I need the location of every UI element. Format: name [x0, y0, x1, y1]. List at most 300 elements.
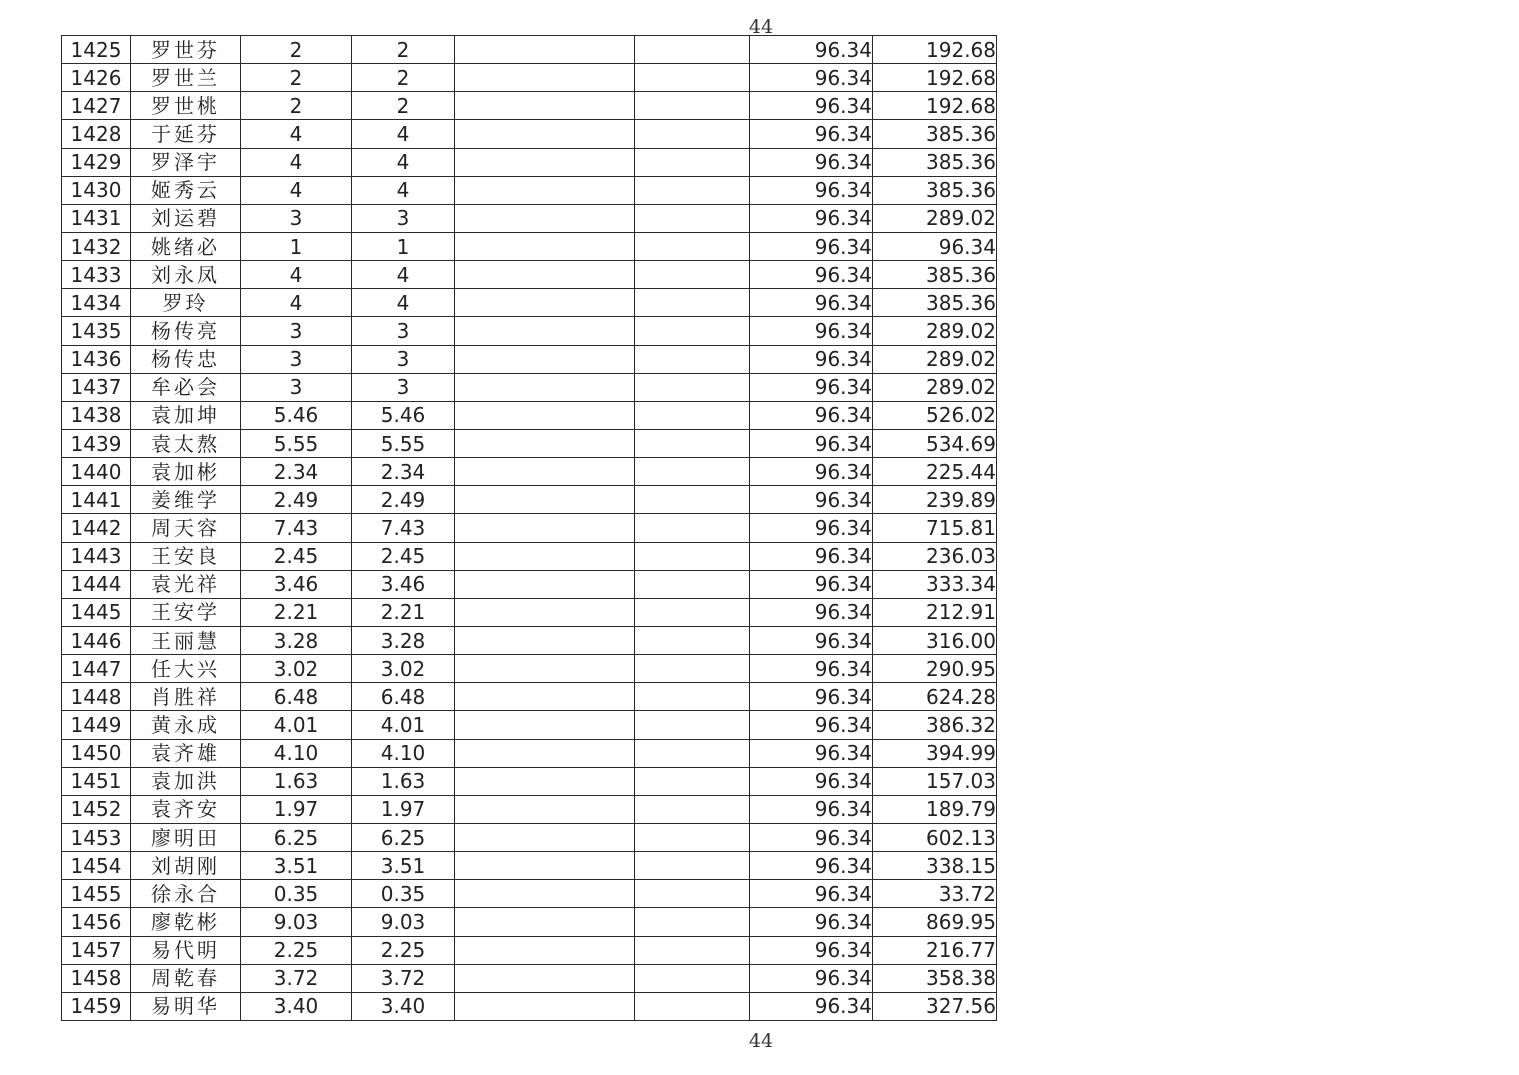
row-id: 1447 — [62, 655, 131, 683]
row-unit-price: 96.34 — [750, 289, 873, 317]
row-area-b: 3.51 — [352, 852, 455, 880]
row-name: 黄永成 — [131, 711, 241, 739]
row-unit-price: 96.34 — [750, 429, 873, 457]
row-area-b: 3.28 — [352, 626, 455, 654]
row-blank-2 — [635, 289, 750, 317]
row-amount: 385.36 — [873, 289, 997, 317]
row-blank-2 — [635, 120, 750, 148]
table-row — [62, 64, 997, 92]
row-blank-2 — [635, 992, 750, 1020]
row-amount: 534.69 — [873, 429, 997, 457]
row-area-b: 1 — [352, 232, 455, 260]
row-id: 1436 — [62, 345, 131, 373]
row-blank-2 — [635, 204, 750, 232]
row-name: 姚绪必 — [131, 232, 241, 260]
row-name: 刘运碧 — [131, 204, 241, 232]
row-area-a: 1.97 — [241, 795, 352, 823]
row-blank-1 — [455, 176, 635, 204]
row-amount: 192.68 — [873, 64, 997, 92]
row-area-a: 1.63 — [241, 767, 352, 795]
table-row — [62, 232, 997, 260]
row-amount: 289.02 — [873, 345, 997, 373]
row-blank-2 — [635, 964, 750, 992]
row-area-b: 5.55 — [352, 429, 455, 457]
row-area-a: 3 — [241, 204, 352, 232]
row-blank-1 — [455, 711, 635, 739]
row-amount: 316.00 — [873, 626, 997, 654]
row-blank-2 — [635, 795, 750, 823]
row-blank-1 — [455, 92, 635, 120]
row-name: 肖胜祥 — [131, 683, 241, 711]
table-body — [62, 36, 997, 1021]
row-amount: 289.02 — [873, 317, 997, 345]
row-name: 罗玲 — [131, 289, 241, 317]
row-area-a: 4.01 — [241, 711, 352, 739]
row-unit-price: 96.34 — [750, 767, 873, 795]
row-area-b: 6.48 — [352, 683, 455, 711]
row-unit-price: 96.34 — [750, 204, 873, 232]
row-blank-1 — [455, 458, 635, 486]
row-area-a: 4 — [241, 148, 352, 176]
row-area-b: 4 — [352, 289, 455, 317]
row-name: 袁光祥 — [131, 570, 241, 598]
row-id: 1441 — [62, 486, 131, 514]
row-area-a: 3.51 — [241, 852, 352, 880]
row-area-a: 0.35 — [241, 880, 352, 908]
row-area-b: 3.02 — [352, 655, 455, 683]
row-amount: 212.91 — [873, 598, 997, 626]
row-area-a: 9.03 — [241, 908, 352, 936]
row-amount: 385.36 — [873, 176, 997, 204]
row-amount: 290.95 — [873, 655, 997, 683]
row-id: 1453 — [62, 823, 131, 851]
row-area-b: 2.34 — [352, 458, 455, 486]
row-name: 姬秀云 — [131, 176, 241, 204]
row-area-b: 4.10 — [352, 739, 455, 767]
row-blank-1 — [455, 655, 635, 683]
row-area-b: 2 — [352, 64, 455, 92]
row-area-b: 1.63 — [352, 767, 455, 795]
row-blank-1 — [455, 148, 635, 176]
row-id: 1448 — [62, 683, 131, 711]
row-unit-price: 96.34 — [750, 683, 873, 711]
row-unit-price: 96.34 — [750, 64, 873, 92]
row-area-a: 3 — [241, 373, 352, 401]
row-blank-1 — [455, 542, 635, 570]
row-blank-1 — [455, 570, 635, 598]
row-area-b: 3.40 — [352, 992, 455, 1020]
row-unit-price: 96.34 — [750, 148, 873, 176]
row-blank-1 — [455, 795, 635, 823]
table-row — [62, 795, 997, 823]
table-row — [62, 655, 997, 683]
row-blank-1 — [455, 373, 635, 401]
row-unit-price: 96.34 — [750, 598, 873, 626]
row-name: 刘胡刚 — [131, 852, 241, 880]
row-id: 1450 — [62, 739, 131, 767]
row-unit-price: 96.34 — [750, 458, 873, 486]
table-row — [62, 598, 997, 626]
row-area-a: 5.55 — [241, 429, 352, 457]
row-id: 1434 — [62, 289, 131, 317]
row-blank-1 — [455, 486, 635, 514]
row-amount: 602.13 — [873, 823, 997, 851]
row-area-a: 2.34 — [241, 458, 352, 486]
row-area-a: 3.72 — [241, 964, 352, 992]
row-name: 罗世桃 — [131, 92, 241, 120]
row-id: 1440 — [62, 458, 131, 486]
row-name: 徐永合 — [131, 880, 241, 908]
row-area-a: 2.49 — [241, 486, 352, 514]
row-amount: 385.36 — [873, 148, 997, 176]
row-blank-2 — [635, 823, 750, 851]
row-area-a: 3.40 — [241, 992, 352, 1020]
row-id: 1458 — [62, 964, 131, 992]
row-blank-1 — [455, 767, 635, 795]
row-area-a: 2.45 — [241, 542, 352, 570]
row-blank-2 — [635, 176, 750, 204]
row-area-b: 5.46 — [352, 401, 455, 429]
row-id: 1428 — [62, 120, 131, 148]
table-row — [62, 514, 997, 542]
row-area-b: 7.43 — [352, 514, 455, 542]
row-blank-2 — [635, 261, 750, 289]
row-amount: 189.79 — [873, 795, 997, 823]
row-area-a: 3.28 — [241, 626, 352, 654]
row-id: 1425 — [62, 36, 131, 64]
row-area-a: 2 — [241, 36, 352, 64]
row-name: 易代明 — [131, 936, 241, 964]
row-blank-1 — [455, 880, 635, 908]
row-area-a: 3.02 — [241, 655, 352, 683]
table-row — [62, 683, 997, 711]
row-blank-2 — [635, 486, 750, 514]
row-blank-1 — [455, 936, 635, 964]
row-area-a: 6.25 — [241, 823, 352, 851]
row-area-b: 4 — [352, 176, 455, 204]
row-amount: 385.36 — [873, 261, 997, 289]
row-amount: 526.02 — [873, 401, 997, 429]
row-blank-1 — [455, 823, 635, 851]
row-unit-price: 96.34 — [750, 92, 873, 120]
row-blank-1 — [455, 120, 635, 148]
table-row — [62, 823, 997, 851]
row-area-a: 3 — [241, 317, 352, 345]
row-blank-1 — [455, 598, 635, 626]
row-blank-2 — [635, 936, 750, 964]
row-blank-1 — [455, 964, 635, 992]
page-number-top: 44 — [748, 16, 774, 38]
row-unit-price: 96.34 — [750, 711, 873, 739]
row-unit-price: 96.34 — [750, 908, 873, 936]
table-row — [62, 458, 997, 486]
table-row — [62, 908, 997, 936]
row-name: 姜维学 — [131, 486, 241, 514]
row-area-b: 3 — [352, 345, 455, 373]
table-row — [62, 429, 997, 457]
row-name: 王安良 — [131, 542, 241, 570]
row-id: 1430 — [62, 176, 131, 204]
row-blank-2 — [635, 92, 750, 120]
row-unit-price: 96.34 — [750, 655, 873, 683]
row-id: 1443 — [62, 542, 131, 570]
row-unit-price: 96.34 — [750, 823, 873, 851]
row-unit-price: 96.34 — [750, 542, 873, 570]
row-id: 1455 — [62, 880, 131, 908]
row-area-a: 2.25 — [241, 936, 352, 964]
row-blank-2 — [635, 401, 750, 429]
row-blank-1 — [455, 626, 635, 654]
row-area-a: 6.48 — [241, 683, 352, 711]
row-amount: 33.72 — [873, 880, 997, 908]
row-blank-2 — [635, 711, 750, 739]
row-id: 1435 — [62, 317, 131, 345]
row-id: 1449 — [62, 711, 131, 739]
row-blank-1 — [455, 317, 635, 345]
row-unit-price: 96.34 — [750, 795, 873, 823]
table-row — [62, 92, 997, 120]
row-id: 1427 — [62, 92, 131, 120]
row-area-a: 4.10 — [241, 739, 352, 767]
row-area-b: 2.49 — [352, 486, 455, 514]
table-row — [62, 542, 997, 570]
row-amount: 358.38 — [873, 964, 997, 992]
row-area-b: 3.46 — [352, 570, 455, 598]
row-amount: 869.95 — [873, 908, 997, 936]
row-area-b: 4 — [352, 261, 455, 289]
row-blank-1 — [455, 232, 635, 260]
row-name: 牟必会 — [131, 373, 241, 401]
row-unit-price: 96.34 — [750, 176, 873, 204]
row-blank-2 — [635, 908, 750, 936]
row-unit-price: 96.34 — [750, 852, 873, 880]
row-amount: 385.36 — [873, 120, 997, 148]
row-blank-1 — [455, 401, 635, 429]
row-id: 1438 — [62, 401, 131, 429]
row-amount: 96.34 — [873, 232, 997, 260]
row-name: 任大兴 — [131, 655, 241, 683]
row-blank-2 — [635, 232, 750, 260]
row-blank-1 — [455, 908, 635, 936]
row-unit-price: 96.34 — [750, 992, 873, 1020]
row-area-b: 0.35 — [352, 880, 455, 908]
row-amount: 225.44 — [873, 458, 997, 486]
row-blank-2 — [635, 852, 750, 880]
row-name: 罗泽宇 — [131, 148, 241, 176]
row-id: 1457 — [62, 936, 131, 964]
table-row — [62, 626, 997, 654]
row-unit-price: 96.34 — [750, 401, 873, 429]
row-blank-1 — [455, 64, 635, 92]
row-amount: 386.32 — [873, 711, 997, 739]
row-area-b: 3.72 — [352, 964, 455, 992]
row-name: 罗世兰 — [131, 64, 241, 92]
row-area-a: 7.43 — [241, 514, 352, 542]
row-blank-2 — [635, 542, 750, 570]
row-blank-2 — [635, 345, 750, 373]
row-area-b: 2.25 — [352, 936, 455, 964]
row-amount: 327.56 — [873, 992, 997, 1020]
row-amount: 289.02 — [873, 373, 997, 401]
row-name: 罗世芬 — [131, 36, 241, 64]
row-blank-1 — [455, 261, 635, 289]
row-unit-price: 96.34 — [750, 486, 873, 514]
row-area-b: 3 — [352, 317, 455, 345]
row-name: 王丽慧 — [131, 626, 241, 654]
table-row — [62, 739, 997, 767]
row-area-a: 2 — [241, 64, 352, 92]
row-blank-1 — [455, 852, 635, 880]
table-row — [62, 767, 997, 795]
row-area-b: 3 — [352, 373, 455, 401]
table-row — [62, 486, 997, 514]
row-id: 1456 — [62, 908, 131, 936]
row-id: 1442 — [62, 514, 131, 542]
row-area-b: 4 — [352, 148, 455, 176]
row-blank-1 — [455, 204, 635, 232]
row-area-a: 1 — [241, 232, 352, 260]
row-blank-1 — [455, 992, 635, 1020]
row-id: 1454 — [62, 852, 131, 880]
row-blank-2 — [635, 514, 750, 542]
row-unit-price: 96.34 — [750, 880, 873, 908]
row-area-b: 4 — [352, 120, 455, 148]
row-amount: 624.28 — [873, 683, 997, 711]
table-row — [62, 345, 997, 373]
row-area-b: 9.03 — [352, 908, 455, 936]
row-name: 周天容 — [131, 514, 241, 542]
row-blank-1 — [455, 683, 635, 711]
row-name: 王安学 — [131, 598, 241, 626]
row-id: 1437 — [62, 373, 131, 401]
row-blank-2 — [635, 598, 750, 626]
row-unit-price: 96.34 — [750, 120, 873, 148]
row-blank-2 — [635, 458, 750, 486]
row-area-a: 2.21 — [241, 598, 352, 626]
row-area-a: 4 — [241, 289, 352, 317]
row-area-b: 2 — [352, 36, 455, 64]
row-amount: 216.77 — [873, 936, 997, 964]
row-name: 廖明田 — [131, 823, 241, 851]
row-id: 1432 — [62, 232, 131, 260]
table-row — [62, 964, 997, 992]
row-name: 廖乾彬 — [131, 908, 241, 936]
row-blank-2 — [635, 429, 750, 457]
row-blank-2 — [635, 767, 750, 795]
table-row — [62, 204, 997, 232]
row-amount: 192.68 — [873, 92, 997, 120]
table-row — [62, 936, 997, 964]
row-blank-2 — [635, 64, 750, 92]
table-row — [62, 992, 997, 1020]
row-area-a: 4 — [241, 120, 352, 148]
table-row — [62, 36, 997, 64]
table-row — [62, 852, 997, 880]
row-blank-2 — [635, 880, 750, 908]
row-id: 1429 — [62, 148, 131, 176]
row-blank-2 — [635, 655, 750, 683]
row-id: 1431 — [62, 204, 131, 232]
row-amount: 333.34 — [873, 570, 997, 598]
table-row — [62, 289, 997, 317]
row-name: 袁加坤 — [131, 401, 241, 429]
row-area-b: 1.97 — [352, 795, 455, 823]
row-amount: 338.15 — [873, 852, 997, 880]
row-name: 袁齐安 — [131, 795, 241, 823]
row-unit-price: 96.34 — [750, 317, 873, 345]
row-unit-price: 96.34 — [750, 570, 873, 598]
row-area-a: 5.46 — [241, 401, 352, 429]
row-unit-price: 96.34 — [750, 626, 873, 654]
row-id: 1446 — [62, 626, 131, 654]
table-row — [62, 711, 997, 739]
row-blank-2 — [635, 36, 750, 64]
table-row — [62, 176, 997, 204]
row-area-a: 3 — [241, 345, 352, 373]
row-unit-price: 96.34 — [750, 936, 873, 964]
row-amount: 394.99 — [873, 739, 997, 767]
row-unit-price: 96.34 — [750, 514, 873, 542]
row-name: 袁加洪 — [131, 767, 241, 795]
row-area-b: 6.25 — [352, 823, 455, 851]
row-id: 1439 — [62, 429, 131, 457]
row-blank-1 — [455, 36, 635, 64]
row-area-b: 3 — [352, 204, 455, 232]
row-id: 1444 — [62, 570, 131, 598]
table-row — [62, 261, 997, 289]
row-amount: 192.68 — [873, 36, 997, 64]
row-blank-2 — [635, 683, 750, 711]
data-table — [61, 35, 997, 1021]
row-blank-2 — [635, 317, 750, 345]
row-id: 1459 — [62, 992, 131, 1020]
row-name: 易明华 — [131, 992, 241, 1020]
row-id: 1451 — [62, 767, 131, 795]
row-id: 1426 — [62, 64, 131, 92]
table-row — [62, 148, 997, 176]
row-area-a: 2 — [241, 92, 352, 120]
row-name: 袁齐雄 — [131, 739, 241, 767]
row-unit-price: 96.34 — [750, 373, 873, 401]
row-amount: 157.03 — [873, 767, 997, 795]
row-id: 1445 — [62, 598, 131, 626]
row-area-b: 2.45 — [352, 542, 455, 570]
row-name: 周乾春 — [131, 964, 241, 992]
row-blank-2 — [635, 373, 750, 401]
row-id: 1452 — [62, 795, 131, 823]
row-unit-price: 96.34 — [750, 36, 873, 64]
row-unit-price: 96.34 — [750, 345, 873, 373]
row-blank-1 — [455, 739, 635, 767]
table-row — [62, 317, 997, 345]
row-area-a: 4 — [241, 176, 352, 204]
row-name: 袁加彬 — [131, 458, 241, 486]
row-area-b: 2.21 — [352, 598, 455, 626]
row-unit-price: 96.34 — [750, 739, 873, 767]
row-unit-price: 96.34 — [750, 232, 873, 260]
row-blank-2 — [635, 570, 750, 598]
row-blank-2 — [635, 626, 750, 654]
row-area-b: 4.01 — [352, 711, 455, 739]
row-area-a: 3.46 — [241, 570, 352, 598]
table-row — [62, 570, 997, 598]
row-name: 杨传忠 — [131, 345, 241, 373]
row-unit-price: 96.34 — [750, 261, 873, 289]
row-blank-1 — [455, 289, 635, 317]
page-number-bottom: 44 — [748, 1030, 774, 1052]
row-amount: 239.89 — [873, 486, 997, 514]
row-name: 刘永凤 — [131, 261, 241, 289]
